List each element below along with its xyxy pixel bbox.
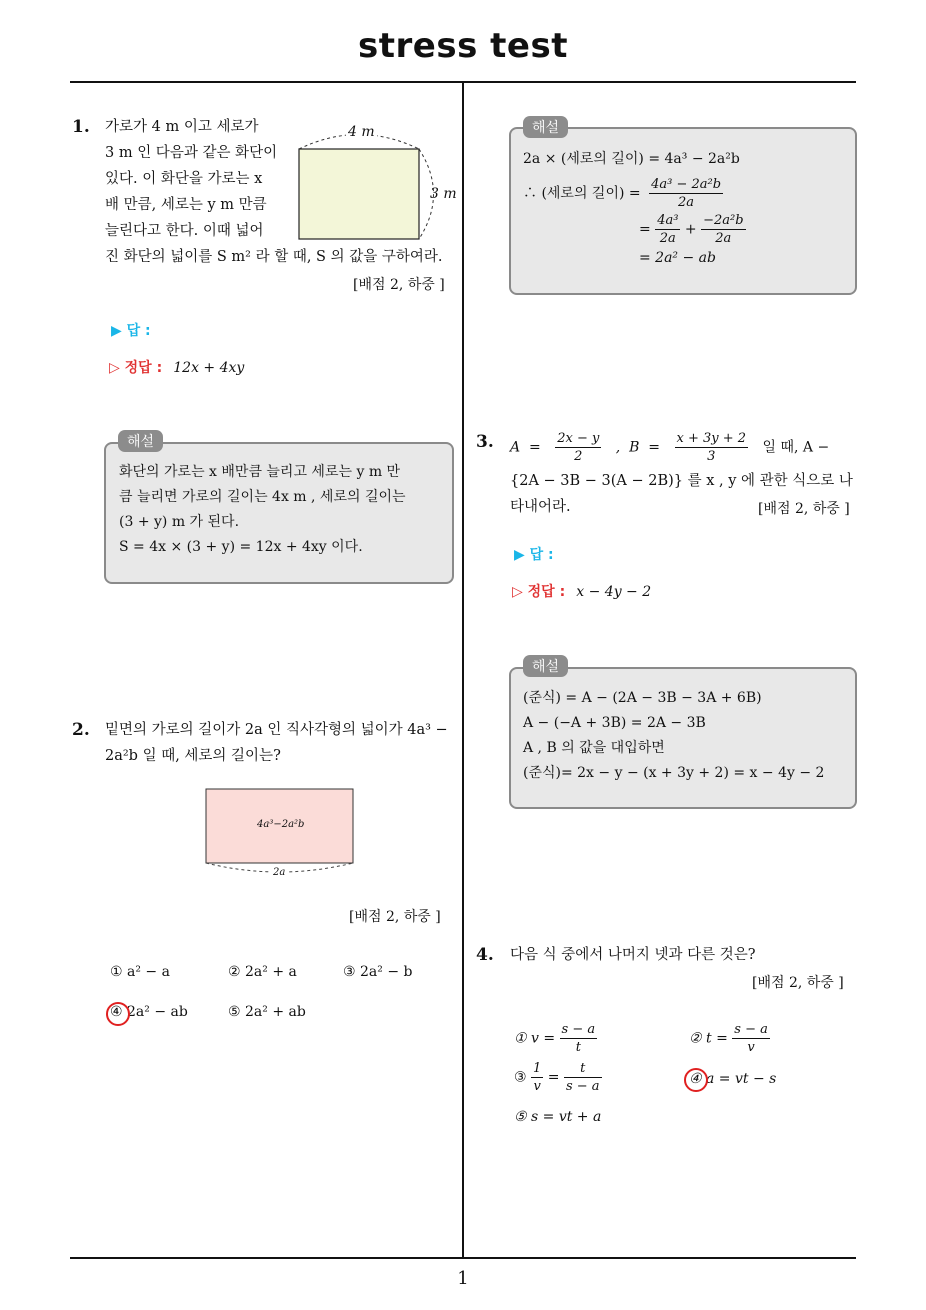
fraction-denominator: v <box>533 1079 541 1094</box>
q4-choice-3[interactable]: ③ $\frac{1}{v}$ = $\frac{t}{s - a}$ <box>514 1061 600 1094</box>
q1-line: 있다. 이 화단을 가로는 x <box>105 171 263 187</box>
fraction-denominator: s − a <box>565 1079 600 1094</box>
q1-explanation-tag: 해설 <box>118 430 163 452</box>
q1-fig-top-label: 4 m <box>348 124 375 140</box>
q2-text <box>105 717 455 769</box>
correct-label: ▷ 정답 : <box>109 360 163 376</box>
explanation-line: 화단의 가로는 x 배만큼 늘리고 세로는 y m 만 <box>119 464 401 480</box>
fraction-numerator: x + 3y + 2 <box>676 431 747 446</box>
fraction-numerator: 4a³ − 2a²b <box>651 177 722 192</box>
q2-meta: [배점 2, 하중 ] <box>349 909 441 925</box>
q1-line: 배 만큼, 세로는 y m 만큼 <box>105 197 267 213</box>
q2-line: 밑면의 가로의 길이가 2a 인 직사각형의 넓이가 4a³ − <box>105 722 448 738</box>
q2-choice-1[interactable]: ① a² − a <box>110 964 170 980</box>
fraction-numerator: s − a <box>734 1022 768 1037</box>
explanation-line: (준식) = A − (2A − 3B − 3A + 6B) <box>523 690 762 706</box>
correct-value: 12x + 4xy <box>173 360 245 376</box>
selected-answer-circle <box>106 1002 130 1026</box>
q3-explanation-tag: 해설 <box>523 655 568 677</box>
q3-fraction-b <box>675 430 749 465</box>
q4-number: 4. <box>476 945 494 965</box>
fraction-numerator: t <box>564 1060 602 1078</box>
q2-choice-4[interactable]: ④ 2a² − ab <box>110 1004 188 1020</box>
fraction-denominator: t <box>575 1040 581 1055</box>
fraction-denominator: 2a <box>715 231 732 246</box>
q4-text: 다음 식 중에서 나머지 넷과 다른 것은? <box>510 947 756 963</box>
q2-fig-inner-label: 4a³−2a²b <box>257 819 305 830</box>
choice-fraction <box>560 1021 598 1056</box>
q1-text <box>105 114 285 244</box>
q3-line-1-tail: 일 때, A − <box>762 439 830 456</box>
explanation-prefix: ∴ (세로의 길이) = <box>523 185 641 202</box>
fraction-numerator: 4a³ <box>657 213 679 228</box>
choice-prefix: ③ <box>514 1069 527 1086</box>
q1-line: 늘린다고 한다. 이때 넓어 <box>105 223 264 239</box>
q1-line: 가로가 4 m 이고 세로가 <box>105 119 259 135</box>
q3-meta: [배점 2, 하중 ] <box>758 501 850 517</box>
choice-fraction <box>531 1060 543 1095</box>
explanation-line: 큼 늘리면 가로의 길이는 4x m , 세로의 길이는 <box>119 489 406 505</box>
choice-fraction <box>732 1021 770 1056</box>
explanation-line: (3 + y) m 가 된다. <box>119 514 240 530</box>
q3-line-3: 타내어라. <box>510 499 571 515</box>
q4-choice-1[interactable] <box>514 1021 597 1056</box>
choice-prefix: ① v = <box>514 1030 556 1047</box>
page-title: stress test <box>358 26 568 66</box>
q2-explanation-line-1: 2a × (세로의 길이) = 4a³ − 2a²b <box>523 151 740 167</box>
q4-meta: [배점 2, 하중 ] <box>752 975 844 991</box>
q3-line-2: {2A − 3B − 3(A − 2B)} 를 x , y 에 관한 식으로 나 <box>510 473 853 489</box>
q3-line-1: A = $\frac{2x - y}{2}$ , B = $\frac{x + 3y + 2}{3}$ 일 때, A − <box>510 431 830 464</box>
q2-fig-bottom-label: 2a <box>273 867 286 878</box>
q4-choice-4[interactable]: ④ a = vt − s <box>689 1071 777 1087</box>
fraction-numerator: −2a²b <box>703 213 744 228</box>
q1-meta: [배점 2, 하중 ] <box>353 277 445 293</box>
fraction-denominator: 2 <box>574 449 583 464</box>
footer-rule <box>70 1257 856 1259</box>
choice-fraction <box>564 1060 602 1095</box>
q2-line: 2a²b 일 때, 세로의 길이는? <box>105 748 281 764</box>
fraction-denominator: v <box>747 1040 755 1055</box>
q2-explanation-line-3: = $\frac{\text{4a³}}{2a}$ + $\frac{\text{−2a²b}}{2a}$ <box>639 213 744 246</box>
fraction-numerator: s − a <box>561 1022 596 1037</box>
selected-answer-circle <box>684 1068 708 1092</box>
explanation-line: A , B 의 값을 대입하면 <box>523 740 665 756</box>
fraction-numerator: 1 <box>533 1061 542 1076</box>
explanation-fraction <box>701 212 745 247</box>
q2-choice-2[interactable]: ② 2a² + a <box>228 964 297 980</box>
q1-number: 1. <box>72 117 90 137</box>
q4-choice-5[interactable]: ⑤ s = vt + a <box>514 1109 602 1125</box>
fraction-denominator: 3 <box>707 449 716 464</box>
q3-fraction-a <box>555 430 601 465</box>
q2-explanation-line-2 <box>523 176 723 211</box>
explanation-line: A − (−A + 3B) = 2A − 3B <box>523 715 706 731</box>
q1-line: 진 화단의 넓이를 S m² 라 할 때, S 의 값을 구하여라. <box>105 249 443 265</box>
correct-value: x − 4y − 2 <box>576 584 652 600</box>
choice-prefix: ② t = <box>689 1030 728 1047</box>
q1-fig-side-label: 3 m <box>430 186 457 202</box>
explanation-line: (준식)= 2x − y − (x + 3y + 2) = x − 4y − 2 <box>523 765 825 781</box>
q3-correct-answer <box>512 581 651 601</box>
q2-rectangle-figure <box>200 785 360 880</box>
q2-choice-5[interactable]: ⑤ 2a² + ab <box>228 1004 306 1020</box>
q1-line: 3 m 인 다음과 같은 화단이 <box>105 145 278 161</box>
q3-answer-label: ▶ 답 : <box>514 547 554 563</box>
q4-choice-2[interactable] <box>689 1021 770 1056</box>
q2-number: 2. <box>72 720 90 740</box>
explanation-fraction <box>649 176 723 211</box>
q3-number: 3. <box>476 432 494 452</box>
fraction-numerator: 2x − y <box>557 431 600 446</box>
q1-answer-label: ▶ 답 : <box>111 323 151 339</box>
fraction-denominator: 2a <box>678 195 695 210</box>
correct-label: ▷ 정답 : <box>512 584 566 600</box>
q1-correct-answer <box>109 357 244 377</box>
q2-explanation-line-4: = 2a² − ab <box>639 250 716 266</box>
fraction-denominator: 2a <box>659 231 676 246</box>
explanation-line: S = 4x × (3 + y) = 12x + 4xy 이다. <box>119 539 363 555</box>
q3-explanation-text <box>523 686 853 786</box>
q1-explanation-text <box>119 460 447 560</box>
page-number: 1 <box>457 1268 469 1289</box>
q2-explanation-tag: 해설 <box>523 116 568 138</box>
q2-choice-3[interactable]: ③ 2a² − b <box>343 964 413 980</box>
explanation-fraction <box>655 212 680 247</box>
